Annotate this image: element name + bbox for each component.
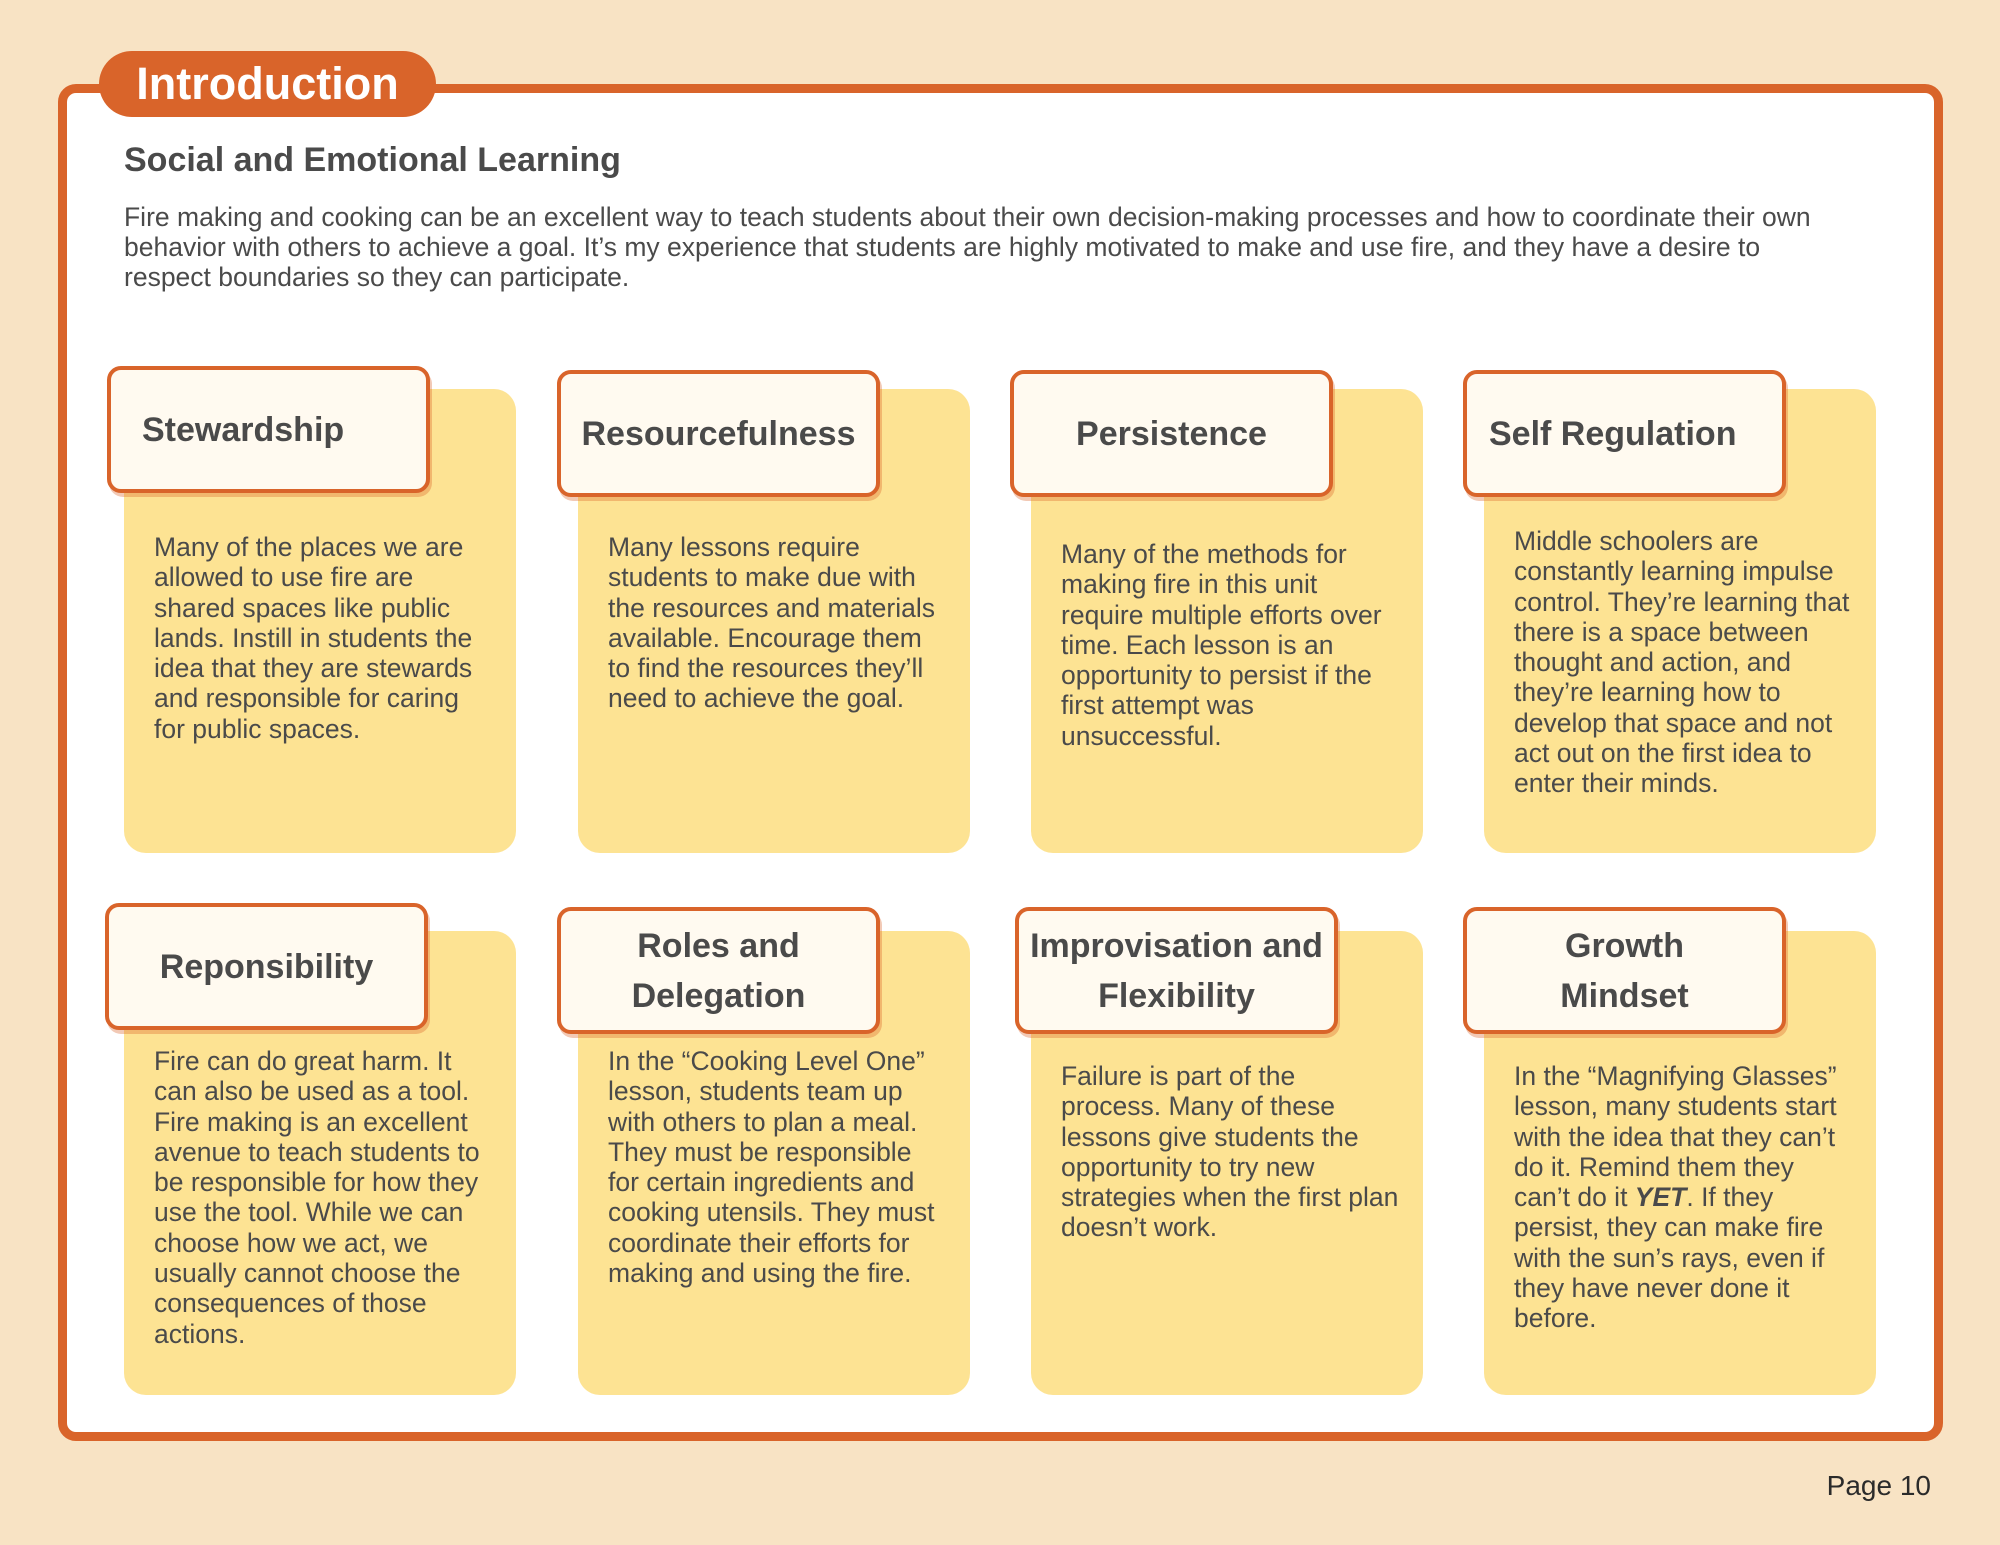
card-text: Many lessons require students to make due with the resources and materials available. Encourage them to find the resources they’ll need to achieve the goal. — [608, 532, 935, 714]
intro-paragraph: Fire making and cooking can be an excellent way to teach students about their own decision-making processes and how to coordinate their own behavior with others to achieve a goal. It’s my experience that students are highly motivated to make and use fire, and they have a desire to respect boundaries so they can participate. — [124, 202, 1811, 292]
card-title: Self Regulation — [1463, 370, 1786, 497]
card-title: Stewardship — [107, 366, 430, 493]
card-text-part: In the “Magnifying Glasses” lesson, many students start with the idea that they can’t do it. Remind them they can’t do it — [1514, 1061, 1837, 1213]
card-text: Failure is part of the process. Many of these lessons give students the opportunity to try new strategies when the first plan doesn’t work. — [1061, 1061, 1399, 1243]
card-text: In the “Cooking Level One” lesson, students team up with others to plan a meal. They must be responsible for certain ingredients and cooking utensils. They must coordinate their efforts for making and using the fire. — [608, 1046, 935, 1289]
card-text-emphasis: YET — [1634, 1182, 1687, 1213]
card-title: Reponsibility — [105, 903, 428, 1030]
section-heading: Social and Emotional Learning — [124, 141, 621, 179]
card-text: Fire can do great harm. It can also be used as a tool. Fire making is an excellent avenue to teach students to be responsible for how they use the tool. While we can choose how we act, we usually cannot choose the consequences of those actions. — [154, 1046, 480, 1349]
card-text: Many of the methods for making fire in this unit require multiple efforts over time. Each lesson is an opportunity to persist if the first attempt was unsuccessful. — [1061, 539, 1382, 751]
page-number: Page 10 — [1826, 1470, 1931, 1501]
card-title: Roles and Delegation — [557, 907, 880, 1034]
card-title: Resourcefulness — [557, 370, 880, 497]
card-text-part: . If they persist, they can make fire with the sun’s rays, even if they have never done it before. — [1514, 1182, 1825, 1334]
section-tab: Introduction — [99, 51, 436, 117]
card-text: Many of the places we are allowed to use fire are shared spaces like public lands. Instill in students the idea that they are stewards and responsible for caring for public spaces. — [154, 532, 473, 744]
card-title: Improvisation and Flexibility — [1015, 907, 1338, 1034]
card-title: Growth Mindset — [1463, 907, 1786, 1034]
card-text — [1514, 1061, 1854, 1334]
card-title: Persistence — [1010, 370, 1333, 497]
card-text: Middle schoolers are constantly learning impulse control. They’re learning that there is a space between thought and action, and they’re learning how to develop that space and not act out on the first idea to enter their minds. — [1514, 526, 1850, 799]
